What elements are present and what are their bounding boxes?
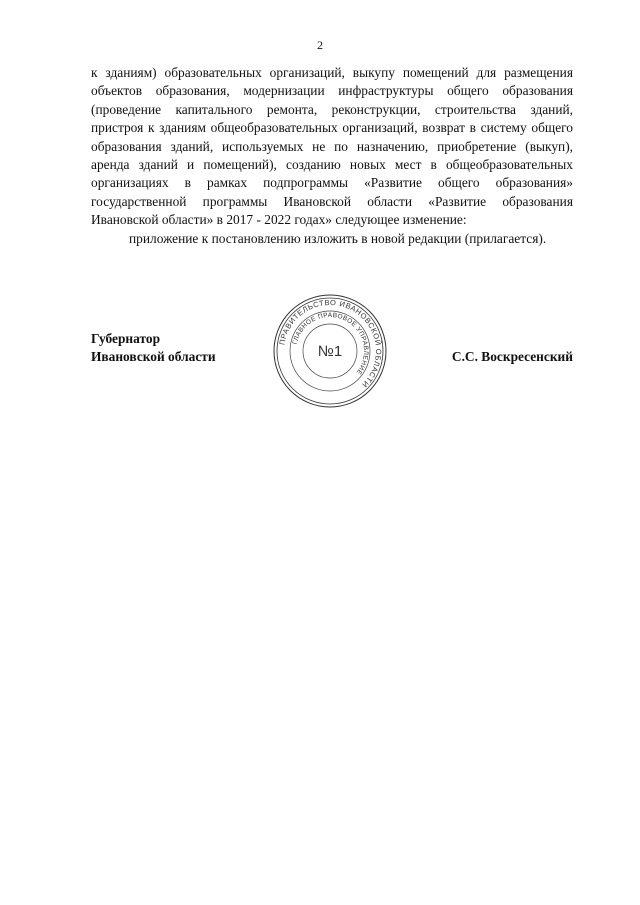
- signatory-name: С.С. Воскресенский: [451, 349, 573, 364]
- body-paragraph: к зданиям) образовательных организаций, выкупу помещений для размещения объектов образования, модернизации инфраструктуры общего образования (проведение капитального ремонта, реконструкции, строительства зданий, пристроя к зданиям общеобразовательных организаций, возврат в систему общего образования зданий, используемых не по назначению, приобретение (выкуп), аренда зданий и помещений), созданию новых мест в общеобразовательных организациях в рамках подпрограммы «Развитие общего образования» государственной программы Ивановской области «Развитие образования Ивановской области» в 2017 - 2022 годах» следующее изменение:: [91, 65, 573, 228]
- stamp-ring-text: ПРАВИТЕЛЬСТВО ИВАНОВСКОЙ ОБЛАСТИ: [277, 297, 384, 390]
- signatory-title: [91, 330, 216, 367]
- body-paragraph: приложение к постановлению изложить в новой редакции (прилагается).: [129, 230, 547, 246]
- page-number: 2: [317, 38, 323, 52]
- signatory-title-line: Ивановской области: [91, 349, 216, 365]
- official-stamp: [272, 293, 388, 409]
- document-body: [91, 64, 573, 248]
- stamp-number: №1: [317, 343, 343, 360]
- stamp-inner-ring-text: ГЛАВНОЕ ПРАВОВОЕ УПРАВЛЕНИЕ: [291, 311, 370, 376]
- signatory-title-line: Губернатор: [91, 331, 161, 346]
